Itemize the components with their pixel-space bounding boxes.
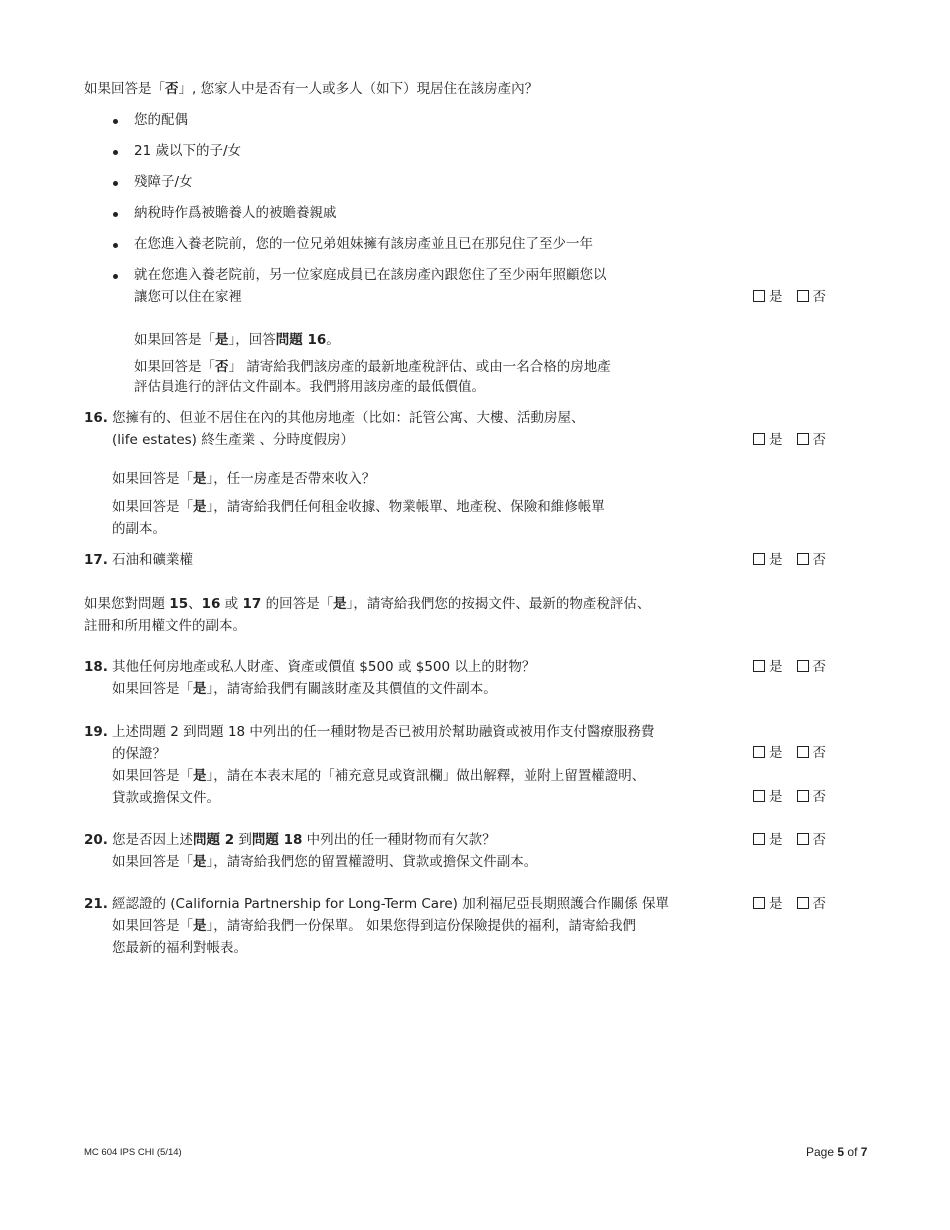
yes-checkbox[interactable] — [753, 897, 765, 909]
bullet-dot — [113, 119, 118, 124]
yes-no-family-home: 是 否 — [753, 286, 826, 308]
no-checkbox[interactable] — [797, 897, 809, 909]
question-21-sub: 如果回答是「是」，請寄給我們一份保單。 如果您得到這份保險提供的福利，請寄給我們 — [112, 918, 637, 934]
no-checkbox[interactable] — [797, 660, 809, 672]
no-checkbox[interactable] — [797, 790, 809, 802]
yes-checkbox[interactable] — [753, 790, 765, 802]
yes-checkbox[interactable] — [753, 746, 765, 758]
question-17-number: 17. — [84, 552, 108, 568]
question-16-documents-line2: 的副本。 — [112, 521, 166, 537]
note-if-no: 如果回答是「否」 請寄給我們該房產的最新地產稅評估、或由一名合格的房地產 — [134, 359, 611, 375]
question-16-text-line2: (life estates) 終生產業 、分時度假房） — [112, 432, 355, 448]
yes-checkbox[interactable] — [753, 433, 765, 445]
question-17-text: 石油和礦業權 — [112, 552, 193, 568]
note-if-no-line2: 評估員進行的評估文件副本。我們將用該房產的最低價值。 — [134, 379, 485, 395]
question-19-number: 19. — [84, 724, 108, 740]
question-19-sub-line2: 貸款或擔保文件。 — [112, 790, 220, 806]
question-16-documents: 如果回答是「是」，請寄給我們任何租金收據、物業帳單、地產稅、保險和維修帳單 — [112, 499, 605, 515]
question-19-text: 上述問題 2 到問題 18 中列出的任一種財物是否已被用於幫助融資或被用作支付醫療服務費 — [112, 724, 655, 740]
bullet-disabled-child: 殘障子/女 — [134, 174, 193, 190]
question-21-text: 經認證的 (California Partnership for Long-Term Care) 加利福尼亞長期照護合作關係 保單 — [112, 896, 669, 912]
bullet-dot — [113, 243, 118, 248]
question-20-sub: 如果回答是「是」，請寄給我們您的留置權證明、貸款或擔保文件副本。 — [112, 854, 538, 870]
question-16-number: 16. — [84, 410, 108, 426]
yes-checkbox[interactable] — [753, 290, 765, 302]
yes-no-q18: 是 否 — [753, 656, 826, 678]
page-number: Page 5 of 7 — [806, 1145, 868, 1159]
yes-no-q21: 是 否 — [753, 893, 826, 915]
question-16-income: 如果回答是「是」，任一房產是否帶來收入？ — [112, 471, 376, 487]
note-if-yes: 如果回答是「是」，回答問題 16。 — [134, 332, 340, 348]
question-19-text-line2: 的保證？ — [112, 746, 166, 762]
question-20-number: 20. — [84, 832, 108, 848]
yes-no-q20: 是 否 — [753, 829, 826, 851]
yes-no-q16: 是 否 — [753, 429, 826, 451]
bullet-dot — [113, 150, 118, 155]
no-checkbox[interactable] — [797, 433, 809, 445]
yes-no-q19: 是 否 — [753, 742, 826, 764]
question-18-sub: 如果回答是「是」，請寄給我們有關該財產及其價值的文件副本。 — [112, 681, 497, 697]
question-19-sub: 如果回答是「是」，請在本表末尾的「補充意見或資訊欄」做出解釋，並附上留置權證明、 — [112, 768, 646, 784]
bullet-family-member: 就在您進入養老院前，另一位家庭成員已在該房產內跟您住了至少兩年照顧您以 — [134, 267, 607, 283]
bullet-spouse: 您的配偶 — [134, 112, 188, 128]
question-21-number: 21. — [84, 896, 108, 912]
bullet-dependent-relative: 納稅時作爲被贍養人的被贍養親戚 — [134, 205, 337, 221]
question-21-sub-line2: 您最新的福利對帳表。 — [112, 940, 247, 956]
no-checkbox[interactable] — [797, 553, 809, 565]
bullet-family-member-line2: 讓您可以住在家裡 — [134, 289, 242, 305]
question-16-text: 您擁有的、但並不居住在內的其他房地產（比如：託管公寓、大樓、活動房屋、 — [112, 410, 585, 426]
yes-no-q19-explanation: 是 否 — [753, 786, 826, 808]
yes-checkbox[interactable] — [753, 833, 765, 845]
no-checkbox[interactable] — [797, 833, 809, 845]
combined-note-line2: 註冊和所用權文件的副本。 — [84, 618, 246, 634]
intro-question: 如果回答是「否」, 您家人中是否有一人或多人（如下）現居住在該房產內？ — [84, 81, 539, 97]
yes-checkbox[interactable] — [753, 660, 765, 672]
question-20-text: 您是否因上述問題 2 到問題 18 中列出的任一種財物而有欠款？ — [112, 832, 496, 848]
question-18-text: 其他任何房地產或私人財產、資產或價值 $500 或 $500 以上的財物？ — [112, 659, 536, 675]
no-checkbox[interactable] — [797, 290, 809, 302]
form-id: MC 604 IPS CHI (5/14) — [84, 1147, 182, 1158]
bullet-sibling: 在您進入養老院前，您的一位兄弟姐妹擁有該房產並且已在那兒住了至少一年 — [134, 236, 593, 252]
yes-checkbox[interactable] — [753, 553, 765, 565]
no-checkbox[interactable] — [797, 746, 809, 758]
bullet-dot — [113, 212, 118, 217]
bullet-child-under-21: 21 歲以下的子/女 — [134, 143, 242, 159]
combined-note: 如果您對問題 15、16 或 17 的回答是「是」，請寄給我們您的按揭文件、最新的物產稅評估、 — [84, 596, 651, 612]
bullet-dot — [113, 274, 118, 279]
yes-no-q17: 是 否 — [753, 549, 826, 571]
intro-no: 否 — [165, 81, 179, 97]
bullet-dot — [113, 181, 118, 186]
question-18-number: 18. — [84, 659, 108, 675]
